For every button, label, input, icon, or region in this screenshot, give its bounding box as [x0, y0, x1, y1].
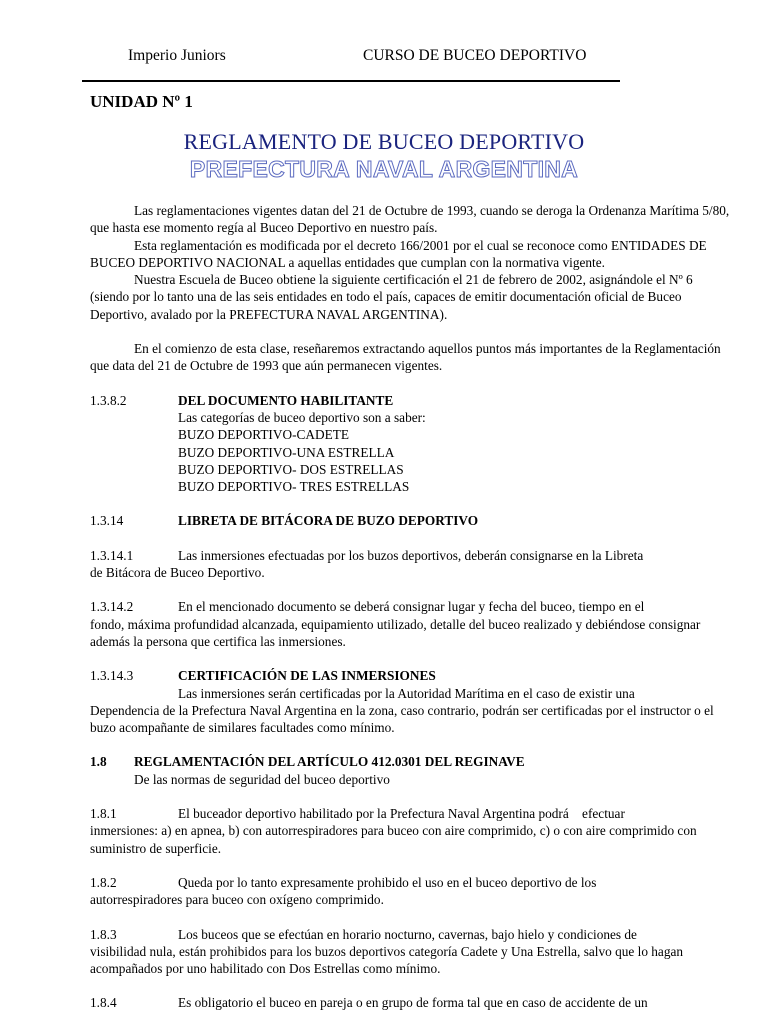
section-1-3-14-1: [90, 547, 730, 582]
section-heading: DEL DOCUMENTO HABILITANTE: [178, 392, 394, 408]
section-text-continued: de Bitácora de Buceo Deportivo.: [90, 565, 265, 581]
section-number: 1.3.14.1: [90, 547, 134, 563]
section-text-continued: inmersiones: a) en apnea, b) con autorrespiradores para buceo con aire comprimido, c) o con aire comprimido con suministro de superficie.: [90, 823, 697, 856]
header-left: Imperio Juniors: [128, 47, 226, 64]
section-number: 1.8: [90, 754, 107, 770]
section-1-8: [90, 753, 730, 788]
section-1-8-2: [90, 874, 730, 909]
section-1-8-4: [90, 994, 730, 1011]
section-text: Las categorías de buceo deportivo son a saber:: [178, 409, 426, 425]
section-text: El buceador deportivo habilitado por la Prefectura Naval Argentina podrá efectuar: [178, 806, 625, 822]
section-text-continued: Dependencia de la Prefectura Naval Argentina en la zona, caso contrario, podrán ser certificadas por el instructor o el buzo acompañante de similares facultades como mínimo.: [90, 702, 714, 736]
category-item: BUZO DEPORTIVO- DOS ESTRELLAS: [178, 461, 404, 477]
intro-paragraph-2: Esta reglamentación es modificada por el decreto 166/2001 por el cual se reconoce como ENTIDADES DE BUCEO DEPORTIVO NACIONAL a aquellas entidades que cumplan con la normativa vigente.: [90, 237, 707, 270]
section-1-3-14-2: [90, 598, 730, 650]
section-text: Queda por lo tanto expresamente prohibido el uso en el buceo deportivo de los: [178, 874, 597, 890]
category-item: BUZO DEPORTIVO-UNA ESTRELLA: [178, 444, 395, 460]
intro-paragraph-4: En el comienzo de esta clase, reseñaremos extractando aquellos puntos más importantes de la Reglamentación que data del 21 de Octubre de 1993 que aún permanecen vigentes.: [90, 341, 721, 374]
section-text: En el mencionado documento se deberá consignar lugar y fecha del buceo, tiempo en el: [178, 599, 645, 615]
section-text: Los buceos que se efectúan en horario nocturno, cavernas, bajo hielo y condiciones de: [178, 926, 637, 942]
section-number: 1.8.3: [90, 926, 117, 942]
category-item: BUZO DEPORTIVO- TRES ESTRELLAS: [178, 479, 410, 495]
section-text-continued: visibilidad nula, están prohibidos para los buzos deportivos categoría Cadete y Una Estrella, salvo que lo hagan acompañados por uno habilitado con Dos Estrellas como mínimo.: [90, 943, 684, 977]
section-1-8-3: [90, 926, 730, 978]
document-body: [90, 202, 730, 1012]
category-item: BUZO DEPORTIVO-CADETE: [178, 427, 349, 443]
section-number: 1.3.8.2: [90, 392, 127, 408]
section-heading: CERTIFICACIÓN DE LAS INMERSIONES: [178, 668, 436, 684]
header-rule: [82, 80, 620, 82]
section-text: Es obligatorio el buceo en pareja o en grupo de forma tal que en caso de accidente de un: [178, 995, 648, 1011]
section-text: Las inmersiones serán certificadas por la Autoridad Marítima en el caso de existir una: [178, 685, 635, 701]
section-number: 1.8.2: [90, 874, 117, 890]
section-subheading: De las normas de seguridad del buceo deportivo: [134, 771, 390, 787]
section-heading: REGLAMENTACIÓN DEL ARTÍCULO 412.0301 DEL REGINAVE: [134, 754, 525, 770]
section-number: 1.3.14: [90, 513, 124, 529]
section-1-8-1: [90, 805, 730, 857]
section-number: 1.3.14.2: [90, 599, 134, 615]
section-text-continued: fondo, máxima profundidad alcanzada, equipamiento utilizado, detalle del buceo realizado y debiéndose consignar además la persona que certifica las inmersiones.: [90, 616, 701, 649]
section-text-continued: autorrespiradores para buceo con oxígeno comprimido.: [90, 892, 384, 908]
document-title: REGLAMENTO DE BUCEO DEPORTIVO: [183, 129, 585, 154]
section-number: 1.3.14.3: [90, 668, 134, 684]
section-1-3-14: [90, 512, 730, 529]
section-text: Las inmersiones efectuadas por los buzos deportivos, deberán consignarse en la Libreta: [178, 547, 644, 563]
document-subtitle: PREFECTURA NAVAL ARGENTINA: [189, 156, 579, 182]
intro-paragraph-1: Las reglamentaciones vigentes datan del 21 de Octubre de 1993, cuando se deroga la Ordenanza Marítima 5/80, que hasta ese momento regía al Buceo Deportivo en nuestro país.: [90, 203, 730, 236]
section-heading: LIBRETA DE BITÁCORA DE BUZO DEPORTIVO: [178, 513, 479, 529]
section-number: 1.8.4: [90, 995, 117, 1011]
intro-paragraph-3: Nuestra Escuela de Buceo obtiene la siguiente certificación el 21 de febrero de 2002, asignándole el Nº 6 (siendo por lo tanto una de las seis entidades en todo el país, capaces de emitir documentación oficial de Buceo Deportivo, avalado por la PREFECTURA NAVAL ARGENTINA).: [90, 272, 693, 322]
unit-label: UNIDAD Nº 1: [90, 92, 193, 111]
section-number: 1.8.1: [90, 806, 117, 822]
section-1-3-8-2: [90, 392, 730, 496]
header-right: CURSO DE BUCEO DEPORTIVO: [363, 47, 587, 64]
section-1-3-14-3: [90, 667, 730, 736]
